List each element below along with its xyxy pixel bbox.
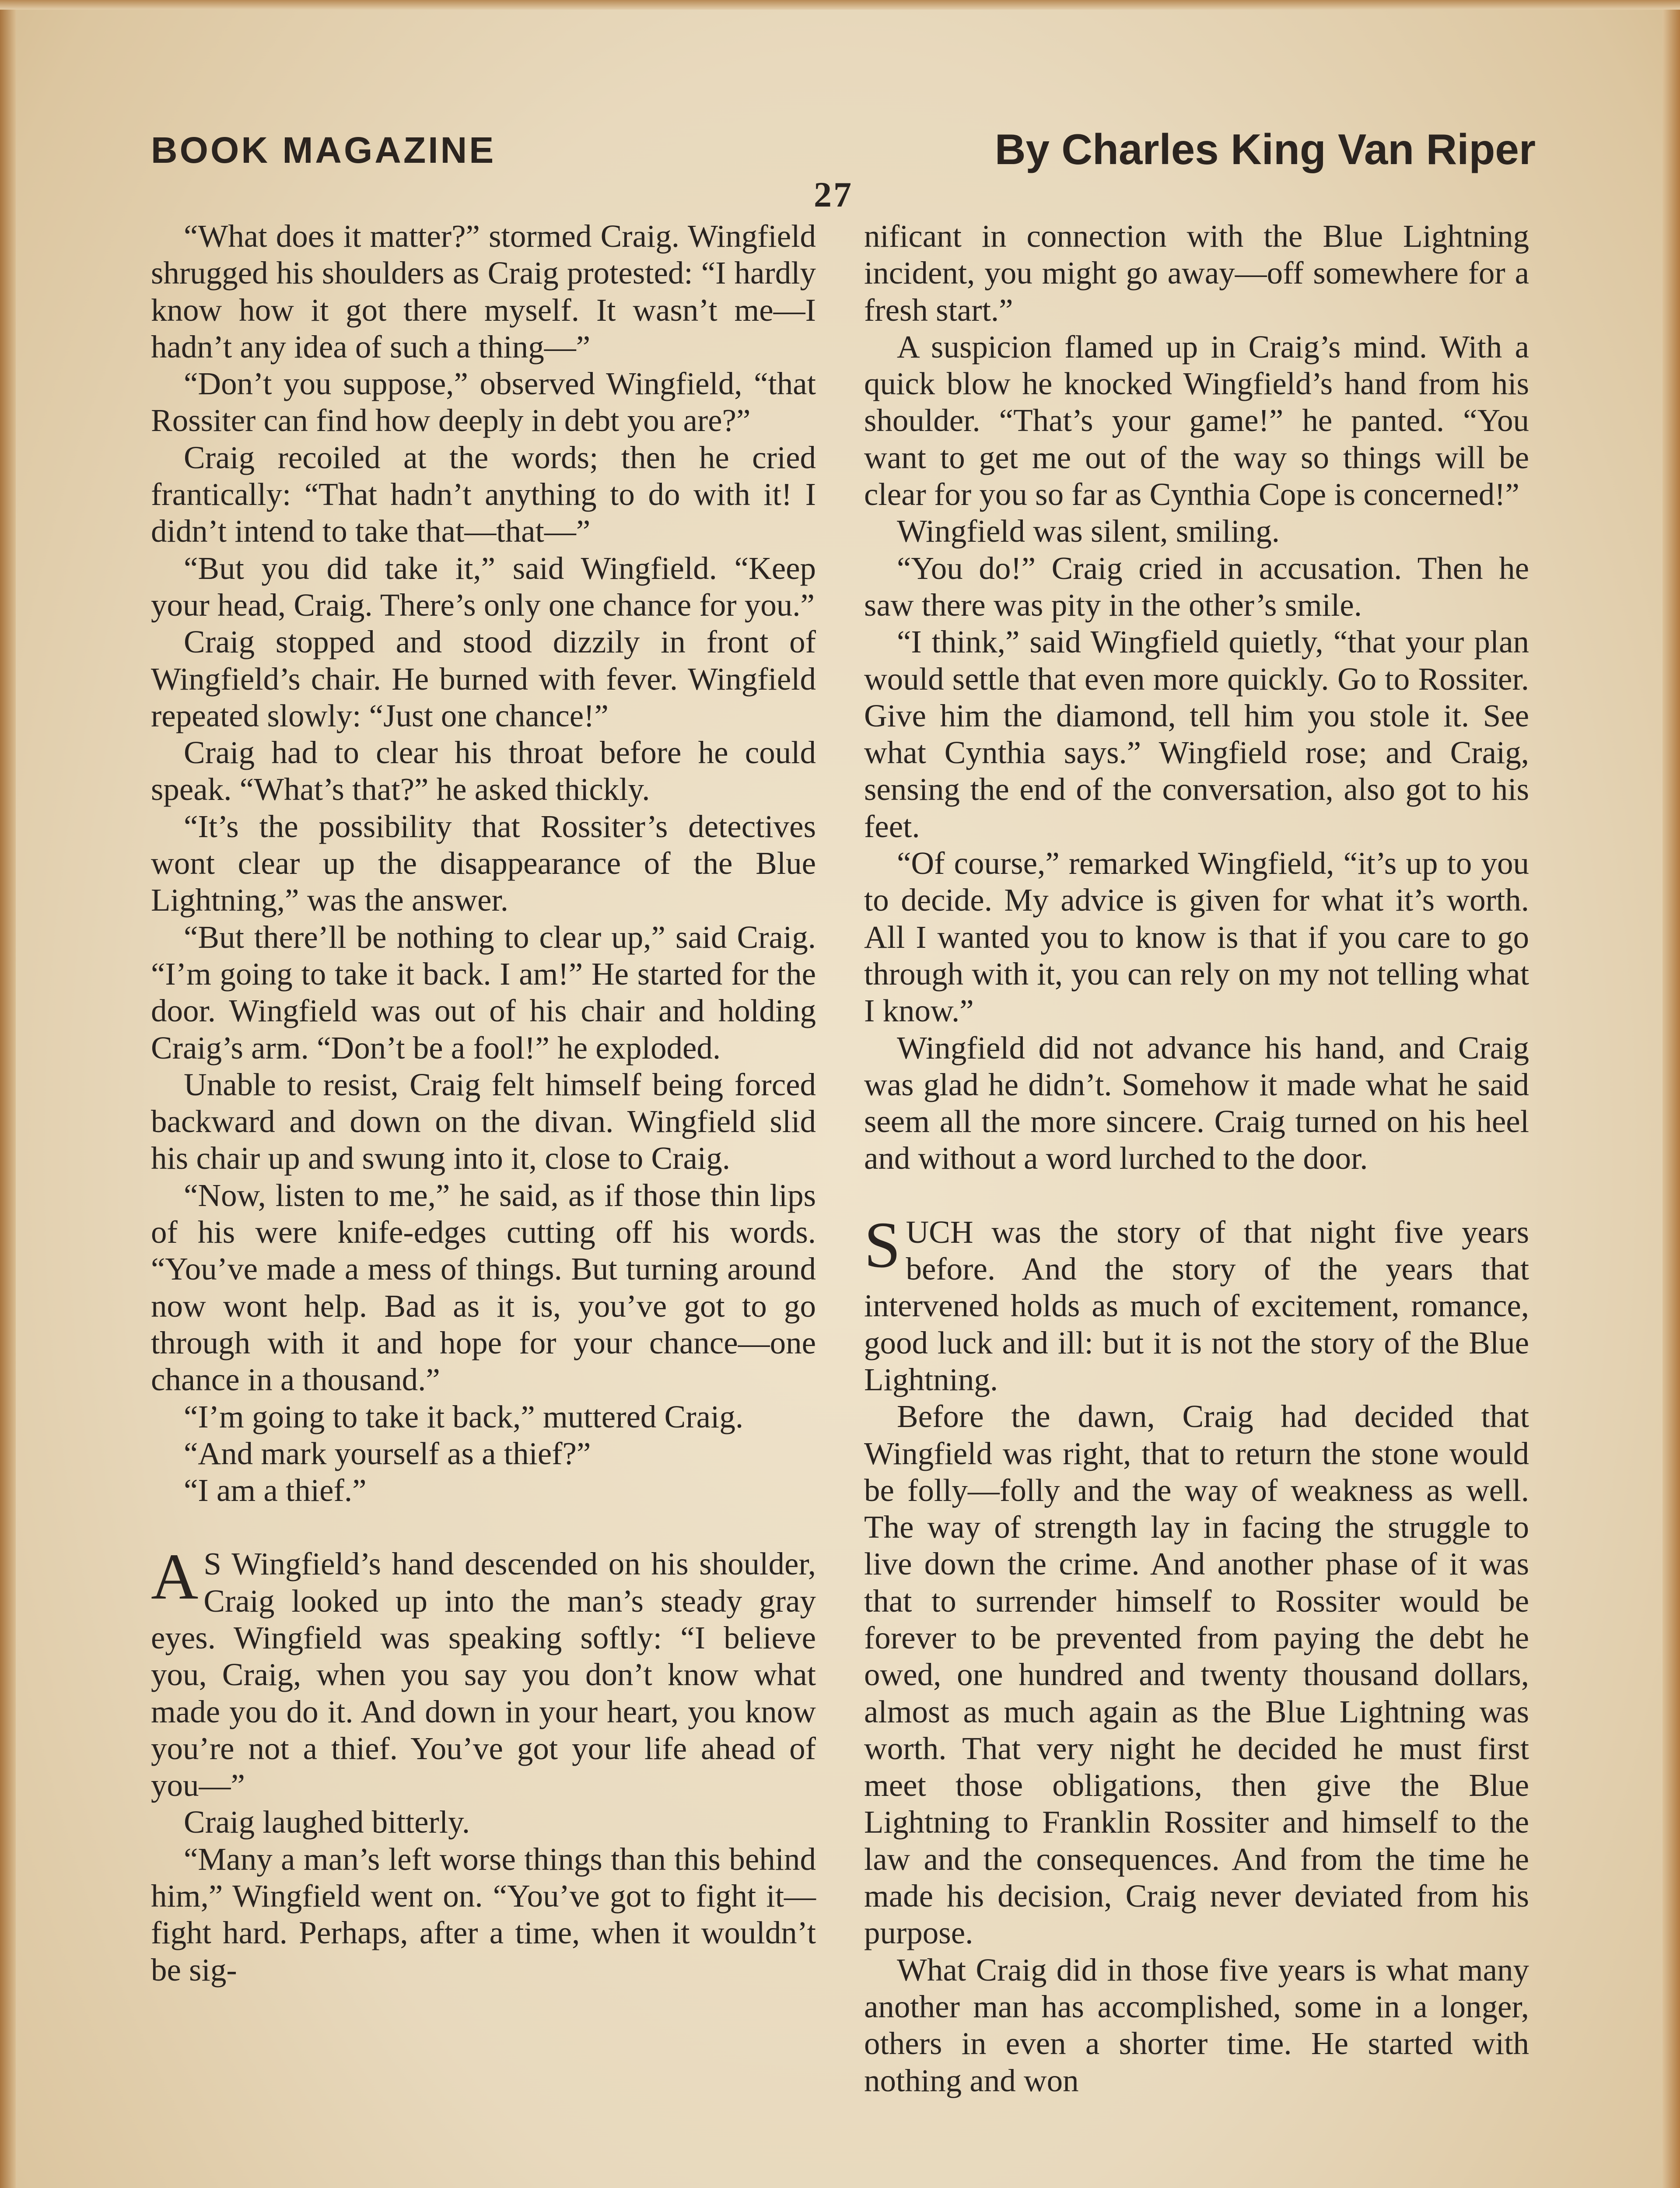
paragraph: Craig stopped and stood dizzily in front of Wingfield’s chair. He burned with fever. Wingfield repeated slowly: “Just one chance!” [151,624,816,733]
paragraph: “But there’ll be nothing to clear up,” said Craig. “I’m going to take it back. I am!” He started for the door. Wingfield was out of his chair and holding Craig’s arm. “Don’t be a fool!” he exploded. [151,919,816,1066]
paragraph: “Don’t you suppose,” observed Wingfield, “that Rossiter can find how deeply in debt you are?” [151,366,816,438]
page-edge-top [0,0,1680,10]
paragraph: “Now, listen to me,” he said, as if those thin lips of his were knife-edges cutting off his words. “You’ve made a mess of things. But turning around now wont help. Bad as it is, you’ve got to go through with it and hope for your chance—one chance in a thousand.” [151,1177,816,1398]
paragraph: Wingfield was silent, smiling. [897,513,1280,549]
caps-lead: UCH [906,1214,973,1250]
paragraph: Craig laughed bitterly. [184,1804,470,1840]
running-header-magazine: BOOK MAGAZINE [151,130,496,171]
paragraph: Wingfield did not advance his hand, and Craig was glad he didn’t. Somehow it made what he said seem all the more sincere. Craig turned on his heel and without a word lurched to the door. [864,1030,1529,1176]
drop-cap: S [864,1208,901,1281]
paragraph: “I’m going to take it back,” muttered Craig. [184,1399,744,1434]
paragraph-text: was the story of that night five years before. And the story of the years that intervened holds as much of excitement, romance, good luck and ill: but it is not the story of the Blue Lightning. [864,1214,1529,1397]
paragraph: “And mark yourself as a thief?” [184,1435,591,1471]
paragraph: Unable to resist, Craig felt himself being forced backward and down on the divan. Wingfield slid his chair up and swung into it, close to Craig. [151,1066,816,1176]
paragraph: “What does it matter?” stormed Craig. Wingfield shrugged his shoulders as Craig protested: “I hardly know how it got there myself. It wasn’t me—I hadn’t any idea of such a thing—” [151,218,816,365]
paragraph: Craig had to clear his throat before he could speak. “What’s that?” he asked thickly. [151,735,816,807]
section-break-paragraph [151,1540,816,1804]
paragraph-text: Wingfield’s hand descended on his shoulder, Craig looked up into the man’s steady gray eyes. Wingfield was speaking softly: “I believe you, Craig, when you say you don’t know what made you do it. And down in your heart, you know you’re not a thief. You’ve got your life ahead of you—” [151,1546,816,1803]
drop-cap: A [151,1540,199,1613]
paragraph-continued: nificant in connection with the Blue Lightning incident, you might go away—off somewhere for a fresh start.” [864,218,1529,328]
paragraph: Before the dawn, Craig had decided that Wingfield was right, that to return the stone would be folly—folly and the way of weakness as well. The way of strength lay in facing the struggle to live down the crime. And another phase of it was that to surrender himself to Rossiter would be forever to be prevented from paying the debt he owed, one hundred and twenty thousand dollars, almost as much again as the Blue Lightning was worth. That very night he decided he must first meet those obligations, then give the Blue Lightning to Franklin Rossiter and himself to the law and the consequences. And from the time he made his decision, Craig never deviated from his purpose. [864,1399,1529,1951]
paragraph: “You do!” Craig cried in accusation. Then he saw there was pity in the other’s smile. [864,550,1529,623]
right-text-column [864,218,1529,2099]
paragraph: “I think,” said Wingfield quietly, “that your plan would settle that even more quickly. Go to Rossiter. Give him the diamond, tell him you stole it. See what Cynthia says.” Wingfield rose; and Craig, sensing the end of the conversation, also got to his feet. [864,624,1529,844]
paragraph: “Of course,” remarked Wingfield, “it’s up to you to decide. My advice is given for what it’s worth. All I wanted you to know is that if you care to go through with it, you can rely on my not telling what I know.” [864,845,1529,1029]
page-edge-right [1662,0,1680,2188]
paragraph: “I am a thief.” [184,1473,367,1508]
paragraph: A suspicion flamed up in Craig’s mind. With a quick blow he knocked Wingfield’s hand from his shoulder. “That’s your game!” he panted. “You want to get me out of the way so things will be clear for you so far as Cynthia Cope is concerned!” [864,329,1529,512]
left-text-column [151,218,816,1988]
running-header-author: By Charles King Van Riper [994,125,1536,173]
section-break-paragraph [864,1208,1529,1398]
paragraph: What Craig did in those five years is what many another man has accomplished, some in a longer, others in even a shorter time. He started with nothing and won [864,1952,1529,2098]
page-edge-left [0,0,16,2188]
small-caps-lead: S [203,1546,221,1582]
paragraph: “Many a man’s left worse things than this behind him,” Wingfield went on. “You’ve got to fight it—fight hard. Perhaps, after a time, when it wouldn’t be sig- [151,1841,816,1988]
paragraph: “It’s the possibility that Rossiter’s detectives wont clear up the disappearance of the Blue Lightning,” was the answer. [151,808,816,918]
paragraph: “But you did take it,” said Wingfield. “Keep your head, Craig. There’s only one chance for you.” [151,550,816,623]
page-number: 27 [814,175,853,214]
paragraph: Craig recoiled at the words; then he cried frantically: “That hadn’t anything to do with it! I didn’t intend to take that—that—” [151,439,816,549]
